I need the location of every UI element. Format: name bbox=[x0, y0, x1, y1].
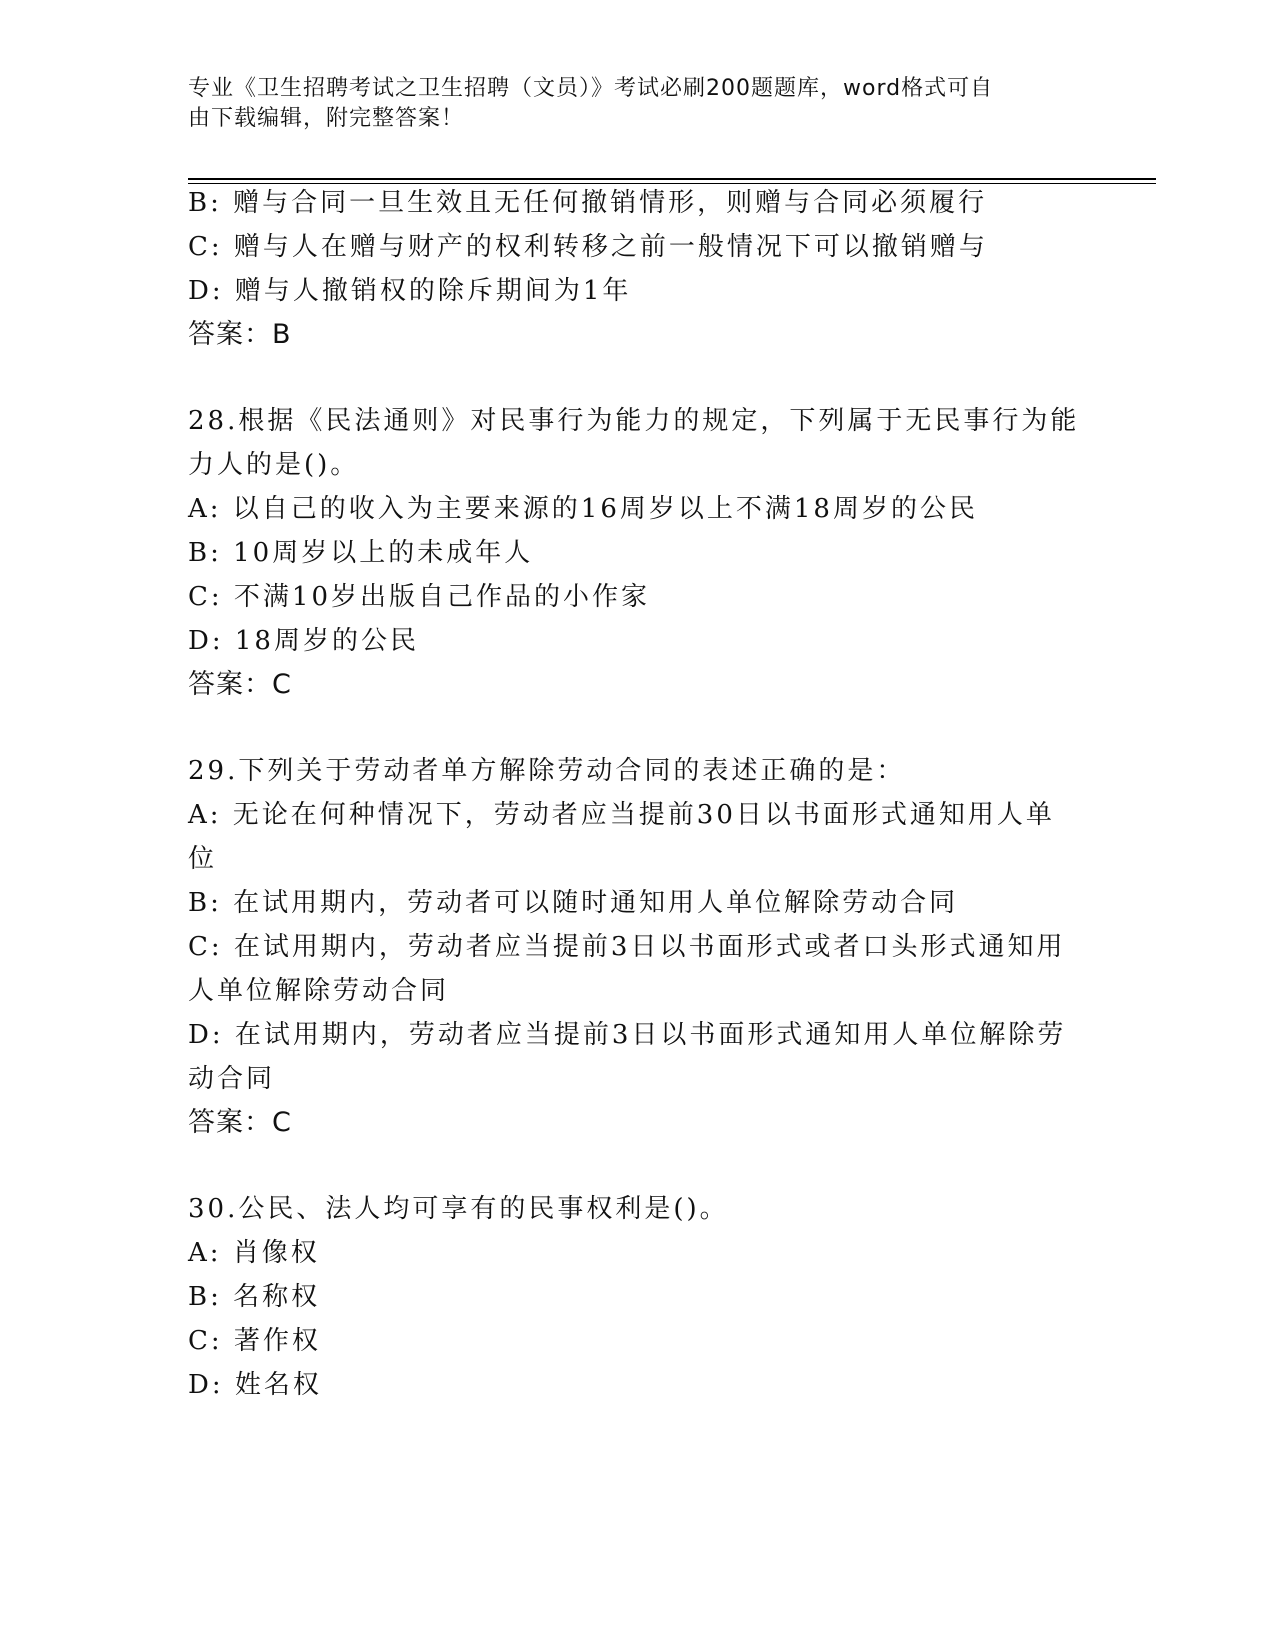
q28-option-c: C: 不满10岁出版自己作品的小作家 bbox=[188, 582, 651, 612]
q29-option-c-line-1: C: 在试用期内，劳动者应当提前3日以书面形式或者口头形式通知用 bbox=[188, 932, 1066, 962]
header-divider-thin bbox=[188, 183, 1156, 184]
q29-option-b: B: 在试用期内，劳动者可以随时通知用人单位解除劳动合同 bbox=[188, 888, 959, 918]
q29-option-c-line-2: 人单位解除劳动合同 bbox=[188, 976, 450, 1006]
q30-stem-line-1: 30.公民、法人均可享有的民事权利是()。 bbox=[188, 1194, 729, 1224]
header-divider-thick bbox=[188, 178, 1156, 180]
q28-stem-line-2: 力人的是()。 bbox=[188, 450, 360, 480]
header-line-1: 专业《卫生招聘考试之卫生招聘（文员）》考试必刷200题题库，word格式可自 bbox=[188, 76, 994, 101]
q29-option-a-line-2: 位 bbox=[188, 844, 218, 874]
q28-option-d: D: 18周岁的公民 bbox=[188, 626, 419, 656]
q30-option-a: A: 肖像权 bbox=[188, 1238, 320, 1268]
q29-answer: 答案：C bbox=[188, 1107, 292, 1138]
q28-answer: 答案：C bbox=[188, 669, 292, 700]
q29-option-a-line-1: A: 无论在何种情况下，劳动者应当提前30日以书面形式通知用人单 bbox=[188, 800, 1055, 830]
q27-answer: 答案：B bbox=[188, 319, 292, 350]
q27-option-c: C: 赠与人在赠与财产的权利转移之前一般情况下可以撤销赠与 bbox=[188, 232, 988, 262]
q28-option-a: A: 以自己的收入为主要来源的16周岁以上不满18周岁的公民 bbox=[188, 494, 978, 524]
header-line-2: 由下载编辑，附完整答案！ bbox=[188, 106, 465, 131]
q29-stem-line-1: 29.下列关于劳动者单方解除劳动合同的表述正确的是： bbox=[188, 756, 906, 786]
q30-option-c: C: 著作权 bbox=[188, 1326, 321, 1356]
q27-option-b: B: 赠与合同一旦生效且无任何撤销情形，则赠与合同必须履行 bbox=[188, 188, 988, 218]
document-header bbox=[188, 74, 1068, 134]
q28-stem-line-1: 28.根据《民法通则》对民事行为能力的规定，下列属于无民事行为能 bbox=[188, 406, 1080, 436]
q28-option-b: B: 10周岁以上的未成年人 bbox=[188, 538, 534, 568]
q30-option-b: B: 名称权 bbox=[188, 1282, 321, 1312]
q29-option-d-line-1: D: 在试用期内，劳动者应当提前3日以书面形式通知用人单位解除劳 bbox=[188, 1020, 1067, 1050]
q30-option-d: D: 姓名权 bbox=[188, 1370, 322, 1400]
q29-option-d-line-2: 动合同 bbox=[188, 1064, 276, 1094]
q27-option-d: D: 赠与人撤销权的除斥期间为1年 bbox=[188, 276, 632, 306]
